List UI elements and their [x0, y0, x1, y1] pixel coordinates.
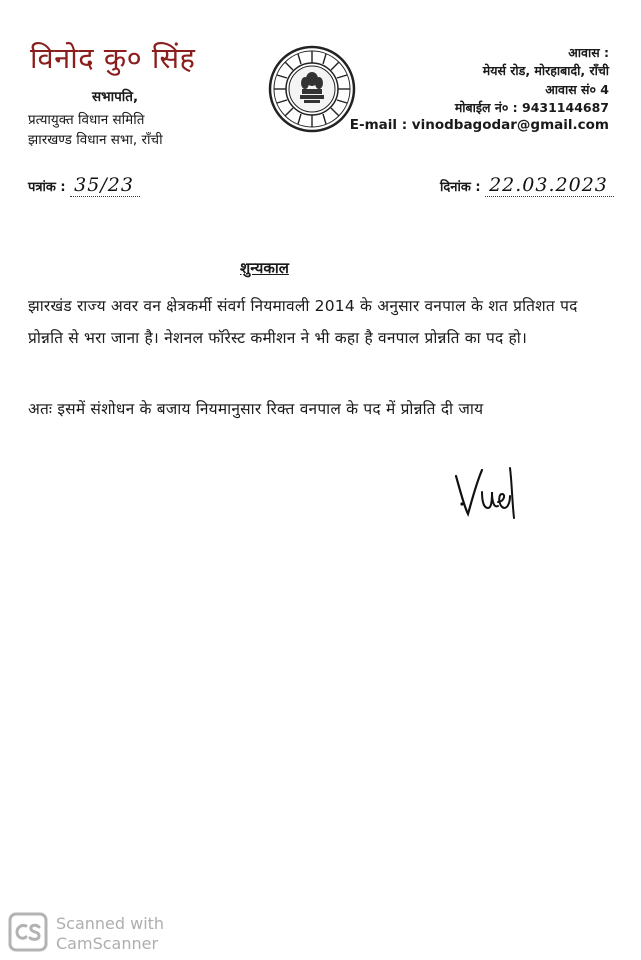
mobile-number: मोबाईल नं० : 9431144687	[454, 100, 609, 115]
reference-number: 35/23	[70, 174, 140, 197]
jharkhand-vidhan-sabha-emblem-icon	[268, 45, 356, 133]
camscanner-logo-icon	[8, 912, 48, 952]
committee-name: प्रत्यायुक्त विधान समिति	[28, 112, 145, 128]
sender-name: विनोद कु० सिंह	[30, 41, 196, 75]
watermark-line-1: Scanned with	[56, 914, 165, 933]
camscanner-watermark	[8, 910, 168, 954]
date-value: 22.03.2023	[485, 174, 614, 197]
reference-label: पत्रांक :	[28, 180, 66, 195]
handwritten-signature-icon	[452, 462, 522, 524]
sender-designation: सभापति,	[92, 89, 139, 105]
body-paragraph-1: झारखंड राज्य अवर वन क्षेत्रकर्मी संवर्ग नियमावली 2014 के अनुसार वनपाल के शत प्रतिशत पद प्रोन्नति से भरा जाना है। नेशनल फॉरेस्ट कमीशन ने भी कहा है वनपाल प्रोन्नति का पद हो।	[28, 297, 578, 347]
date-label: दिनांक :	[440, 180, 481, 195]
subject-heading: शुन्यकाल	[240, 259, 289, 277]
assembly-name: झारखण्ड विधान सभा, राँची	[28, 132, 163, 148]
email-address: E-mail : vinodbagodar@gmail.com	[349, 117, 609, 133]
residence-number: आवास सं० 4	[545, 82, 609, 97]
date-field	[440, 174, 614, 197]
address-line: मेयर्स रोड, मोरहाबादी, राँची	[482, 63, 609, 78]
watermark-line-2: CamScanner	[56, 934, 159, 953]
body-paragraph-2: अतः इसमें संशोधन के बजाय नियमानुसार रिक्त वनपाल के पद में प्रोन्नति दी जाय	[28, 400, 484, 418]
reference-field	[28, 174, 140, 197]
address-label: आवास :	[568, 45, 609, 60]
